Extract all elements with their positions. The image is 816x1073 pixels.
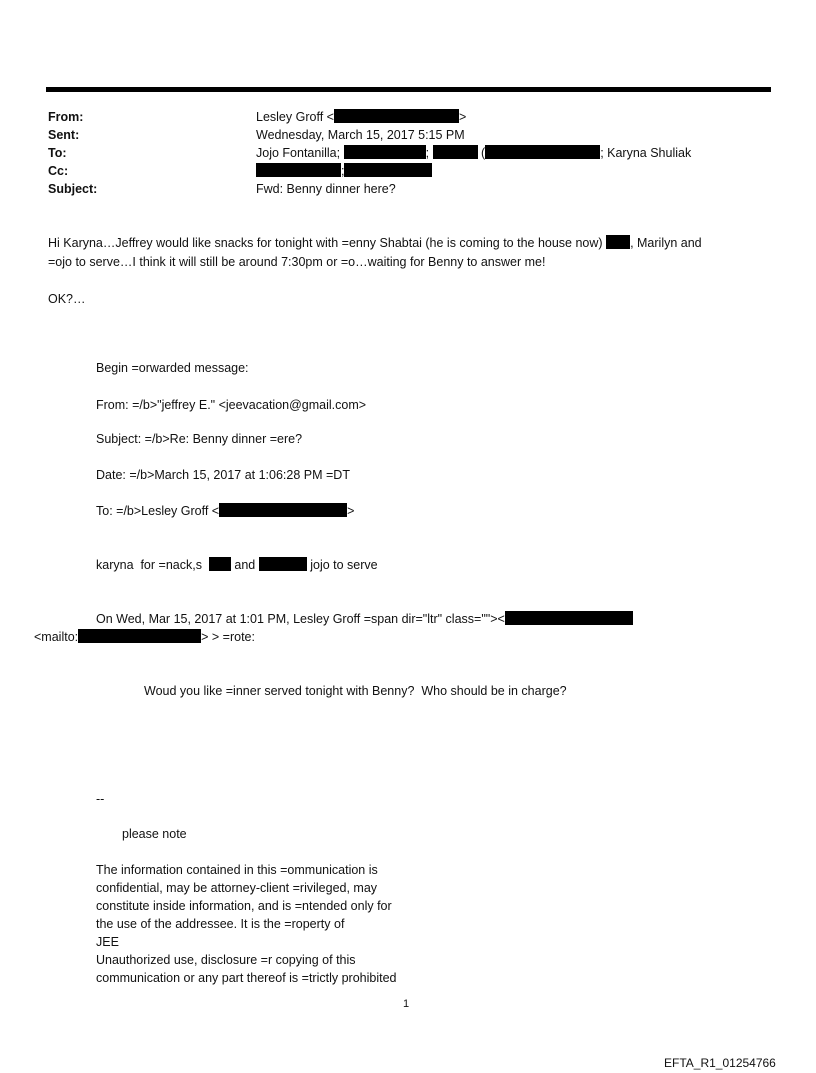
- subject-value: Fwd: Benny dinner here?: [256, 182, 396, 196]
- to-paren: (: [481, 146, 486, 160]
- disclaimer-line: JEE: [96, 935, 119, 949]
- forward-from: From: =/b>"jeffrey E." <jeevacation@gmail.com>: [96, 398, 367, 412]
- header-rule: [46, 87, 771, 92]
- please-note: please note: [122, 827, 187, 841]
- to-name-1: Jojo Fontanilla;: [256, 146, 341, 160]
- disclaimer-line: The information contained in this =ommunication is: [96, 863, 378, 877]
- redaction: [505, 611, 633, 625]
- disclaimer-line: communication or any part thereof is =trictly prohibited: [96, 971, 397, 985]
- forward-subject: Subject: =/b>Re: Benny dinner =ere?: [96, 432, 303, 446]
- forward-date: Date: =/b>March 15, 2017 at 1:06:28 PM =DT: [96, 468, 350, 482]
- reply-text-2: jojo to serve: [310, 558, 378, 572]
- disclaimer-line: Unauthorized use, disclosure =r copying of this: [96, 953, 356, 967]
- from-label: From:: [48, 110, 84, 124]
- from-value: [256, 109, 466, 125]
- body-ok: OK?…: [48, 292, 86, 306]
- redaction: [344, 163, 432, 177]
- forward-to-close: >: [347, 504, 355, 518]
- cc-sep: ;: [341, 164, 345, 178]
- redaction: [209, 557, 231, 571]
- quoted-question: Woud you like =inner served tonight with Benny? Who should be in charge?: [144, 684, 567, 698]
- on-wed-line: [96, 611, 633, 627]
- disclaimer-line: confidential, may be attorney-client =rivileged, may: [96, 881, 378, 895]
- mailto-prefix: <mailto:: [34, 630, 79, 644]
- body-text: Hi Karyna…Jeffrey would like snacks for tonight with =enny Shabtai (he is coming to the house now): [48, 236, 603, 250]
- from-name: Lesley Groff <: [256, 110, 334, 124]
- body-line-2: =ojo to serve…I think it will still be around 7:30pm or =o…waiting for Benny to answer me!: [48, 255, 546, 269]
- sent-label: Sent:: [48, 128, 80, 142]
- redaction: [433, 145, 478, 159]
- mailto-line: [34, 629, 255, 645]
- reply-and: and: [234, 558, 256, 572]
- to-label: To:: [48, 146, 67, 160]
- forward-to-prefix: To: =/b>Lesley Groff <: [96, 504, 220, 518]
- mailto-suffix: > > =rote:: [201, 630, 255, 644]
- cc-label: Cc:: [48, 164, 69, 178]
- to-value: [256, 145, 691, 161]
- redaction: [219, 503, 347, 517]
- redaction: [485, 145, 600, 159]
- disclaimer-line: the use of the addressee. It is the =roperty of: [96, 917, 345, 931]
- disclaimer-line: constitute inside information, and is =ntended only for: [96, 899, 392, 913]
- redaction: [78, 629, 201, 643]
- redaction: [259, 557, 307, 571]
- subject-label: Subject:: [48, 182, 98, 196]
- to-name-last: ; Karyna Shuliak: [600, 146, 692, 160]
- cc-value: [256, 163, 432, 179]
- to-sep: ;: [425, 146, 430, 160]
- redaction: [334, 109, 459, 123]
- page-number: 1: [403, 998, 410, 1010]
- forward-begin: Begin =orwarded message:: [96, 361, 249, 375]
- from-close: >: [458, 110, 467, 124]
- on-wed-text: On Wed, Mar 15, 2017 at 1:01 PM, Lesley Groff =span dir="ltr" class=""><: [96, 612, 505, 626]
- sent-value: Wednesday, March 15, 2017 5:15 PM: [256, 128, 465, 142]
- body-text: , Marilyn and: [630, 236, 702, 250]
- body-line-1: [48, 235, 702, 251]
- redaction: [606, 235, 630, 249]
- redaction: [344, 145, 426, 159]
- redaction: [256, 163, 341, 177]
- reply-text: karyna for =nack,s: [96, 558, 202, 572]
- document-id: EFTA_R1_01254766: [664, 1056, 776, 1070]
- reply-line: [96, 557, 378, 573]
- signature-dashes: --: [96, 792, 105, 806]
- forward-to: [96, 503, 354, 519]
